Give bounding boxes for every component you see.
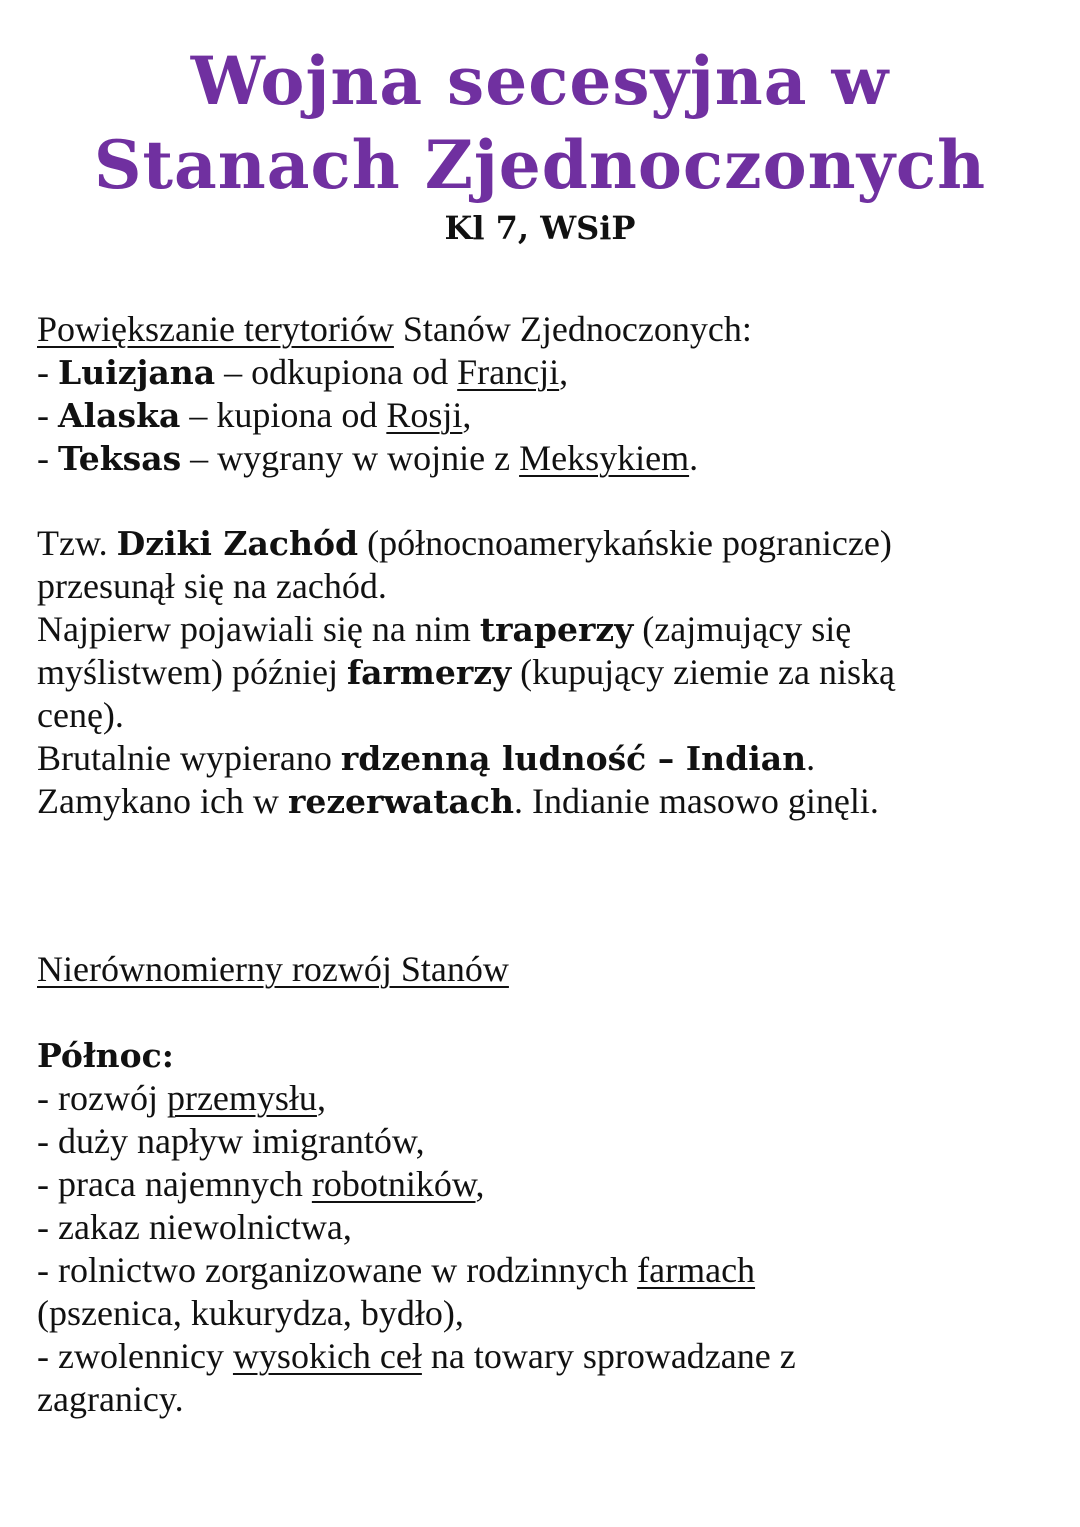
paragraph-line <box>37 522 1057 565</box>
bold-term: rezerwatach <box>287 782 514 821</box>
text: – wygrany w wojnie z <box>181 438 520 478</box>
section-uneven-development <box>37 948 1057 1421</box>
list-item <box>37 1077 1057 1120</box>
spacer <box>37 991 1057 1034</box>
paragraph-line <box>37 737 1057 780</box>
text: Najpierw pojawiali się na nim <box>37 609 480 649</box>
bold-term: farmerzy <box>346 653 512 692</box>
punct: , <box>316 1078 326 1118</box>
heading-underlined: Powiększanie terytoriów <box>37 309 394 349</box>
section-heading <box>37 308 1057 351</box>
term: Alaska <box>58 396 181 435</box>
section-territories <box>37 308 1057 480</box>
subheading-north: Północ: <box>37 1036 174 1075</box>
term: Luizjana <box>58 353 216 392</box>
list-item <box>37 1163 1057 1206</box>
paragraph-line <box>37 608 1057 651</box>
bold-term: traperzy <box>479 610 634 649</box>
list-item <box>37 394 1057 437</box>
list-item <box>37 437 1057 480</box>
bullet: - <box>37 395 58 435</box>
text: myślistwem) później <box>37 652 347 692</box>
paragraph-line <box>37 780 1057 823</box>
underlined-term: robotników <box>311 1164 476 1204</box>
text: . <box>806 738 816 778</box>
text: – kupiona od <box>180 395 387 435</box>
punct: . <box>689 438 699 478</box>
underlined-term: Rosji <box>386 395 463 435</box>
page-title-line2: Stanach Zjednoczonych <box>93 126 987 204</box>
list-item <box>37 1335 1057 1378</box>
text: - zwolennicy <box>37 1336 233 1376</box>
text: na towary sprowadzane z <box>421 1336 796 1376</box>
punct: , <box>559 352 569 392</box>
bullet: - <box>37 352 58 392</box>
list-item: - duży napływ imigrantów, <box>37 1121 425 1161</box>
heading-rest: Stanów Zjednoczonych: <box>393 309 752 349</box>
list-item <box>37 1249 1057 1292</box>
term: Teksas <box>58 439 182 478</box>
paragraph-line: cenę). <box>37 695 124 735</box>
underlined-term: wysokich ceł <box>232 1336 422 1376</box>
section-wild-west <box>37 522 1057 823</box>
list-item-continuation: zagranicy. <box>37 1379 184 1419</box>
bold-term: Dziki Zachód <box>116 524 359 563</box>
list-item-continuation: (pszenica, kukurydza, bydło), <box>37 1293 464 1333</box>
heading-underlined: Nierównomierny rozwój Stanów <box>37 949 509 989</box>
page-title-line1: Wojna secesyjna w <box>190 42 890 120</box>
paragraph-line: przesunął się na zachód. <box>37 566 387 606</box>
text: - rozwój <box>37 1078 167 1118</box>
text: – odkupiona od <box>215 352 458 392</box>
underlined-term: przemysłu <box>166 1078 317 1118</box>
bold-term: rdzenną ludność – Indian <box>340 739 807 778</box>
text: (zajmujący się <box>633 609 852 649</box>
text: - rolnictwo zorganizowane w rodzinnych <box>37 1250 638 1290</box>
punct: , <box>475 1164 485 1204</box>
text: - praca najemnych <box>37 1164 312 1204</box>
bullet: - <box>37 438 58 478</box>
paragraph-line <box>37 651 1057 694</box>
text: (kupujący ziemie za niską <box>511 652 895 692</box>
list-item <box>37 351 1057 394</box>
section-heading <box>37 948 1057 991</box>
text: Tzw. <box>37 523 117 563</box>
punct: , <box>462 395 472 435</box>
page-subtitle: Kl 7, WSiP <box>444 209 636 247</box>
list-item: - zakaz niewolnictwa, <box>37 1207 352 1247</box>
underlined-term: farmach <box>637 1250 756 1290</box>
underlined-term: Meksykiem <box>519 438 690 478</box>
text: . Indianie masowo ginęli. <box>513 781 879 821</box>
underlined-term: Francji <box>457 352 560 392</box>
text: Brutalnie wypierano <box>37 738 341 778</box>
text: (północnoamerykańskie pogranicze) <box>358 523 892 563</box>
text: Zamykano ich w <box>37 781 288 821</box>
